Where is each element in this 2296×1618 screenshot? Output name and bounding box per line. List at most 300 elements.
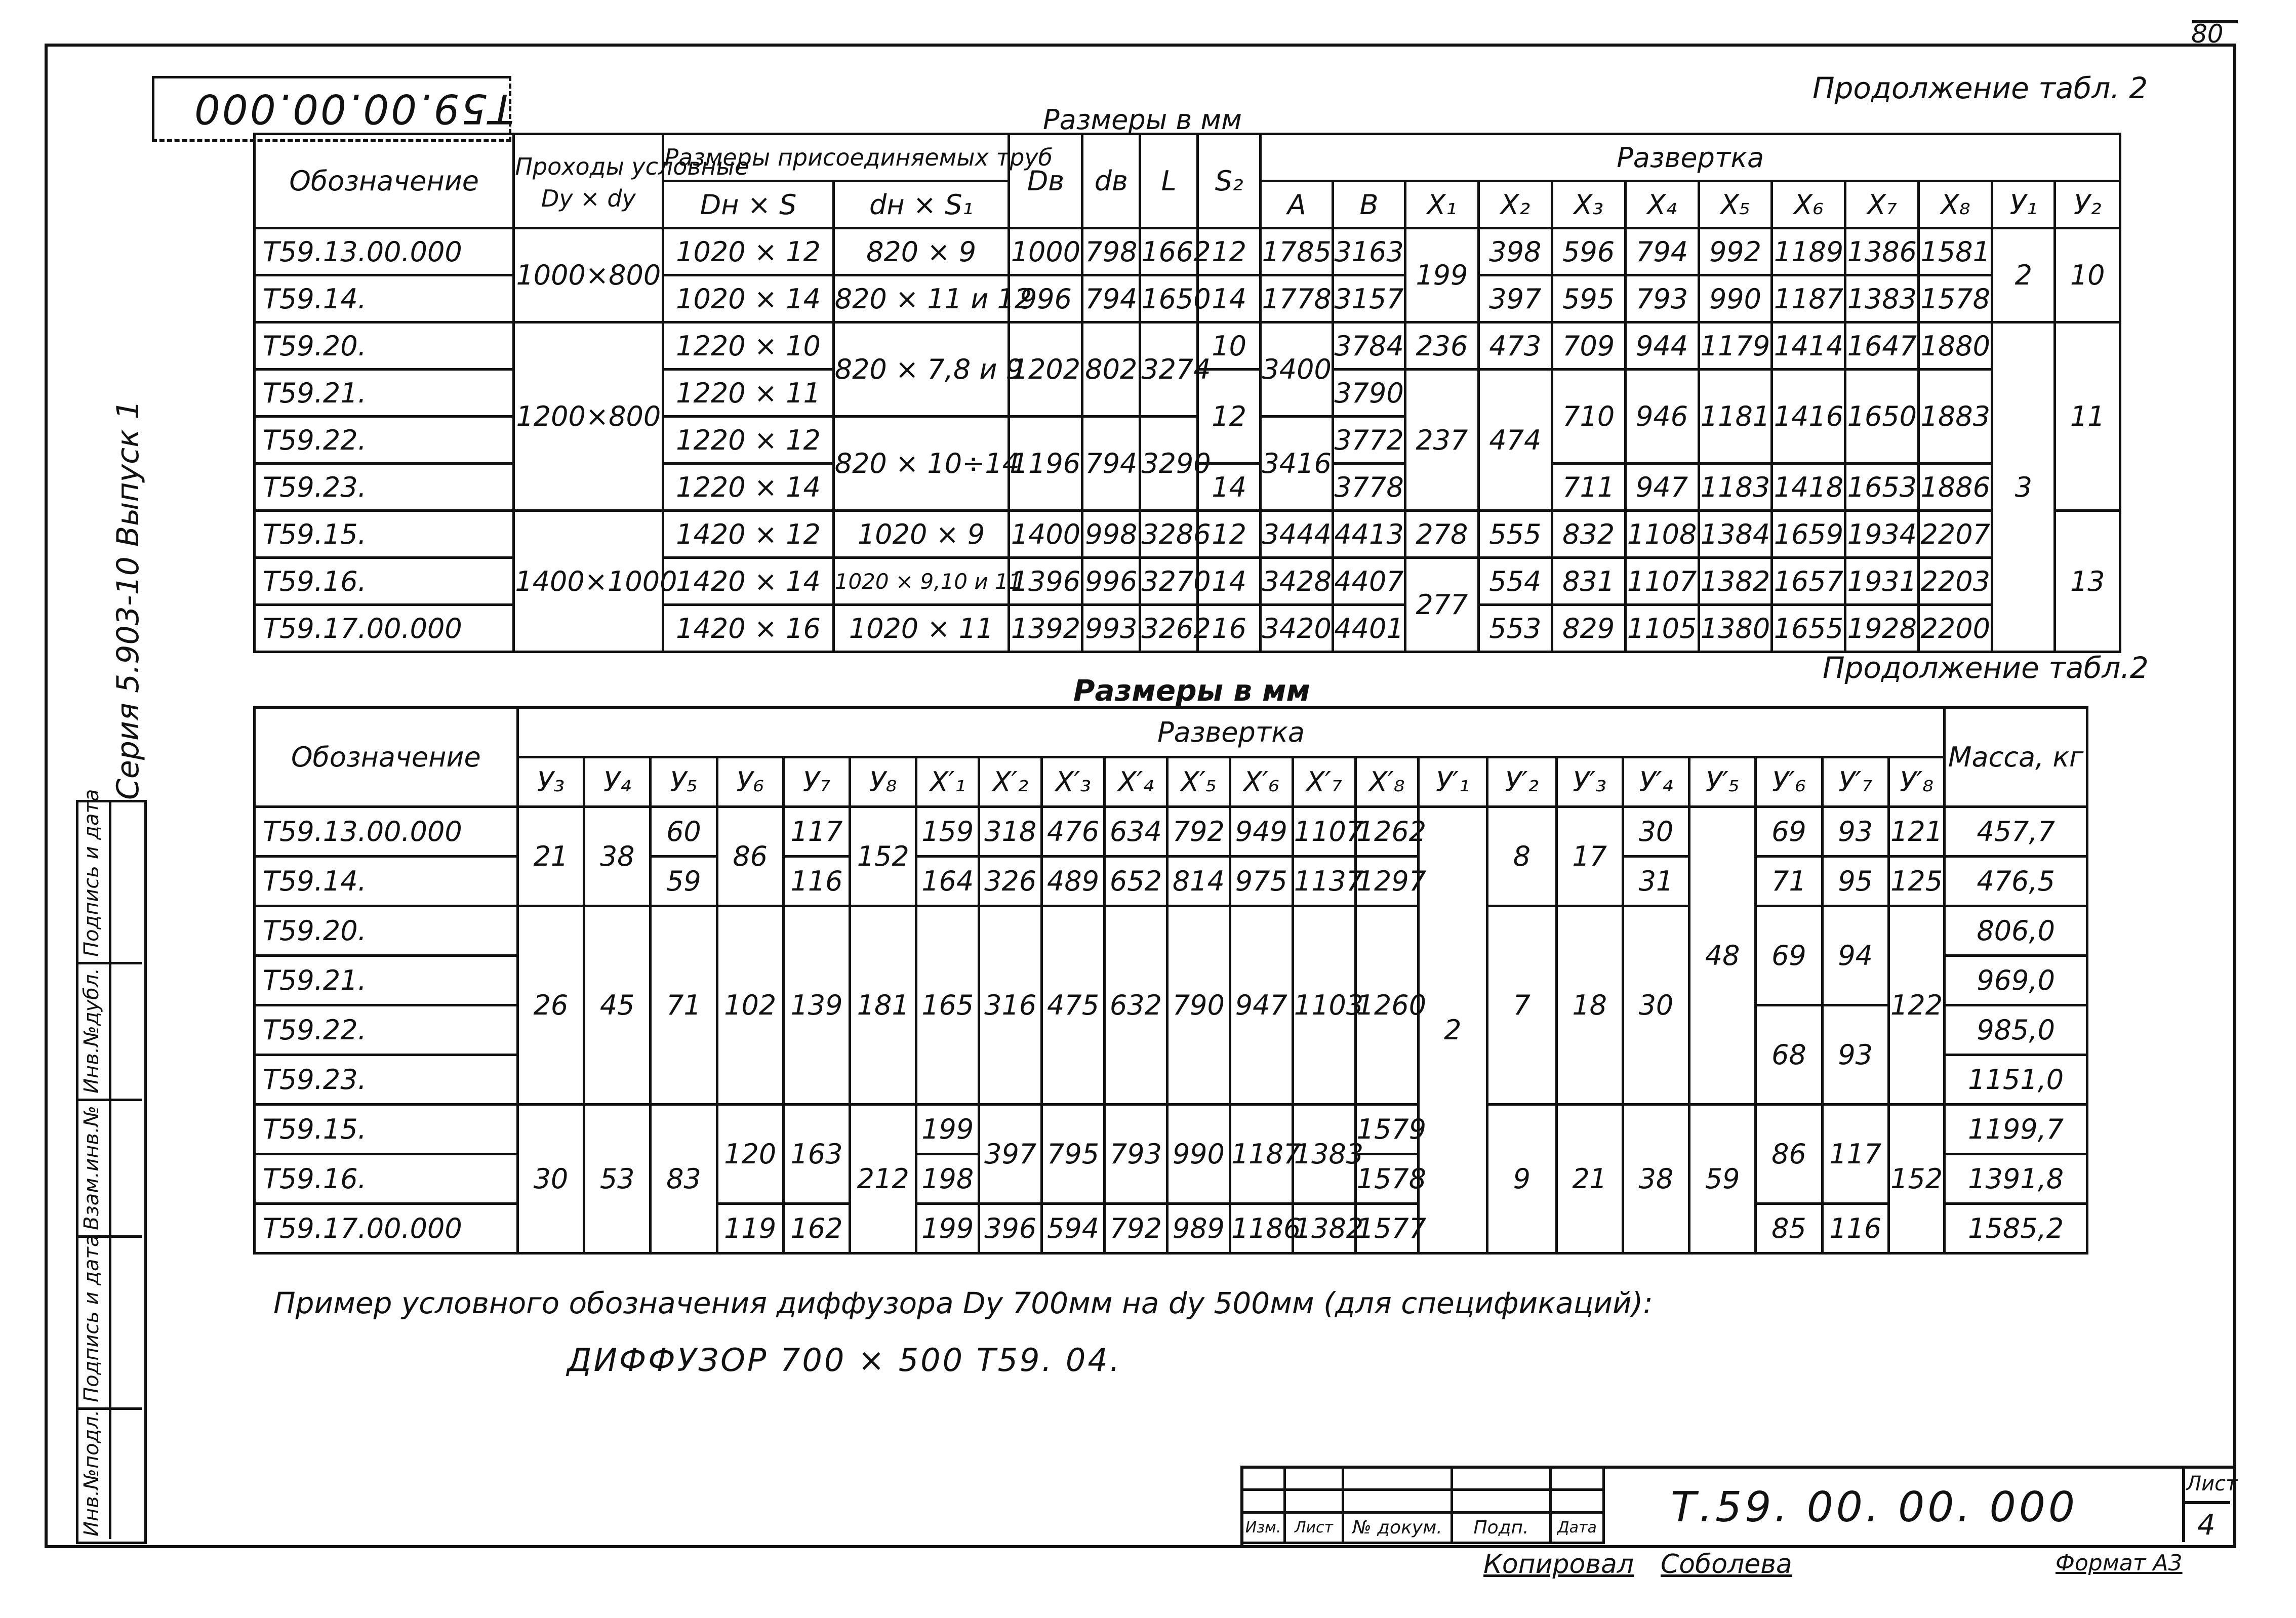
designation-cell: T59.13.00.000 xyxy=(255,807,518,857)
cell: 1416 xyxy=(1772,370,1845,464)
mass-cell: 969,0 xyxy=(1945,956,2087,1005)
binding-line-2 xyxy=(76,1099,142,1101)
cell: 1103 xyxy=(1293,906,1355,1105)
cell: 38 xyxy=(1623,1105,1689,1253)
cell: 13 xyxy=(2055,511,2120,652)
designation-cell: T59.20. xyxy=(255,322,514,370)
col-header-designation: Обозначение xyxy=(255,134,514,228)
copied-label: Копировал xyxy=(1483,1549,1634,1580)
cell: 710 xyxy=(1552,370,1625,464)
table-row xyxy=(255,322,2120,370)
cell: 396 xyxy=(979,1204,1042,1253)
side-label-podp-2: Подпись и дата xyxy=(80,789,103,957)
cell: 10 xyxy=(2055,228,2120,322)
cell: 989 xyxy=(1167,1204,1230,1253)
cell: 949 xyxy=(1230,807,1293,857)
cell: 1020 × 9,10 и 11 xyxy=(833,558,1009,605)
designation-cell: T59.22. xyxy=(255,1005,518,1055)
cell: 16 xyxy=(1198,605,1261,652)
col-header-x2: X₂ xyxy=(1478,181,1552,228)
mass-cell: 1199,7 xyxy=(1945,1105,2087,1154)
cell: 165 xyxy=(916,906,979,1105)
col-header-y2: У₂ xyxy=(2055,181,2120,228)
col-header-B: B xyxy=(1333,181,1405,228)
cell: 3444 xyxy=(1261,511,1333,558)
col-header-x5: X₅ xyxy=(1699,181,1772,228)
cell: 199 xyxy=(916,1105,979,1154)
cell: 26 xyxy=(517,906,584,1105)
cell: 554 xyxy=(1478,558,1552,605)
continuation-label-2: Продолжение табл.2 xyxy=(1823,651,2149,685)
passes-title: Проходы условные xyxy=(515,152,749,180)
mass-cell: 806,0 xyxy=(1945,906,2087,956)
cell: 3420 xyxy=(1261,605,1333,652)
cell: 12 xyxy=(1198,511,1261,558)
cell: 94 xyxy=(1822,906,1888,1005)
cell: 3290 xyxy=(1140,417,1198,511)
side-label-inv-dubl: Инв.№дубл. xyxy=(80,967,103,1094)
table-dimensions xyxy=(253,133,2121,653)
cell: 3262 xyxy=(1140,605,1198,652)
cell: 71 xyxy=(1756,857,1822,906)
cell: 595 xyxy=(1552,275,1625,322)
sheet-label: Лист xyxy=(2186,1472,2238,1495)
cell: 3772 xyxy=(1333,417,1405,464)
cell: 60 xyxy=(651,807,717,857)
cell: 1662 xyxy=(1140,228,1198,275)
cell: 59 xyxy=(1689,1105,1756,1253)
designation-cell: T59.23. xyxy=(255,464,514,511)
cell: 1186 xyxy=(1230,1204,1293,1253)
col-header-yp2: У′₂ xyxy=(1487,757,1557,807)
col-header-x6: X₆ xyxy=(1772,181,1845,228)
cell: 792 xyxy=(1105,1204,1167,1253)
cell: 163 xyxy=(783,1105,850,1204)
cell: 117 xyxy=(1822,1105,1888,1204)
col-header-x8: X₈ xyxy=(1919,181,1992,228)
cell: 990 xyxy=(1699,275,1772,322)
designation-cell: T59.22. xyxy=(255,417,514,464)
cell: 1220 × 10 xyxy=(663,322,833,370)
cell: 316 xyxy=(979,906,1042,1105)
col-header-y3: У₃ xyxy=(517,757,584,807)
cell: 1020 × 11 xyxy=(833,605,1009,652)
cell: 802 xyxy=(1082,322,1140,417)
binding-line-1 xyxy=(76,962,142,964)
cell: 1000 xyxy=(1009,228,1082,275)
table-row xyxy=(255,1105,2087,1154)
cell: 102 xyxy=(717,906,783,1105)
cell: 12 xyxy=(1198,370,1261,464)
title-block-grid xyxy=(1240,1466,1605,1544)
cell: 3 xyxy=(1992,322,2055,652)
cell: 474 xyxy=(1478,370,1552,511)
cell: 7 xyxy=(1487,906,1557,1105)
cell: 1396 xyxy=(1009,558,1082,605)
cell: 996 xyxy=(1082,558,1140,605)
cell: 1880 xyxy=(1919,322,1992,370)
cell: 1579 xyxy=(1355,1105,1418,1154)
cell: 2200 xyxy=(1919,605,1992,652)
col-header-Db: Dв xyxy=(1009,134,1082,228)
cell: 793 xyxy=(1105,1105,1167,1204)
cell: 1785 xyxy=(1261,228,1333,275)
cell: 993 xyxy=(1082,605,1140,652)
cell: 159 xyxy=(916,807,979,857)
cell: 1297 xyxy=(1355,857,1418,906)
copier-name: Соболева xyxy=(1661,1549,1792,1580)
cell: 947 xyxy=(1230,906,1293,1105)
cell: 53 xyxy=(584,1105,651,1253)
cell: 1382 xyxy=(1293,1204,1355,1253)
cell: 831 xyxy=(1552,558,1625,605)
cell: 162 xyxy=(783,1204,850,1253)
cell: 212 xyxy=(850,1105,916,1253)
table-row xyxy=(255,511,2120,558)
cell: 1202 xyxy=(1009,322,1082,417)
cell: 711 xyxy=(1552,464,1625,511)
cell: 11 xyxy=(2055,322,2120,511)
cell: 1414 xyxy=(1772,322,1845,370)
sheet-box-divider xyxy=(2182,1501,2230,1504)
cell: 14 xyxy=(1198,275,1261,322)
cell: 277 xyxy=(1405,558,1478,652)
cell: 475 xyxy=(1042,906,1105,1105)
cell: 489 xyxy=(1042,857,1105,906)
cell: 794 xyxy=(1625,228,1699,275)
col-header-db: dв xyxy=(1082,134,1140,228)
cell: 21 xyxy=(517,807,584,906)
col-header-yp8: У′₈ xyxy=(1888,757,1945,807)
cell: 1655 xyxy=(1772,605,1845,652)
cell: 3274 xyxy=(1140,322,1198,417)
cell: 199 xyxy=(1405,228,1478,322)
cell: 93 xyxy=(1822,1005,1888,1105)
cell: 152 xyxy=(850,807,916,906)
cell: 944 xyxy=(1625,322,1699,370)
col-header-y1: У₁ xyxy=(1992,181,2055,228)
cell: 1220 × 11 xyxy=(663,370,833,417)
cell: 1137 xyxy=(1293,857,1355,906)
title-col-izm: Изм. xyxy=(1242,1513,1285,1543)
col-header-y7: У₇ xyxy=(783,757,850,807)
cell: 709 xyxy=(1552,322,1625,370)
cell: 1196 xyxy=(1009,417,1082,511)
cell: 1105 xyxy=(1625,605,1699,652)
cell: 4401 xyxy=(1333,605,1405,652)
sheet-number: 80 xyxy=(2191,19,2224,49)
cell: 1578 xyxy=(1355,1154,1418,1204)
cell: 30 xyxy=(517,1105,584,1253)
cell: 3784 xyxy=(1333,322,1405,370)
series-label: Серия 5.903-10 Выпуск 1 xyxy=(110,400,146,800)
title-col-date: Дата xyxy=(1551,1513,1604,1543)
cell: 121 xyxy=(1888,807,1945,857)
col-header-xp4: X′₄ xyxy=(1105,757,1167,807)
cell: 3400 xyxy=(1261,322,1333,417)
cell: 1187 xyxy=(1230,1105,1293,1204)
designation-cell: T59.20. xyxy=(255,906,518,956)
side-label-inv-podl: Инв.№подл. xyxy=(80,1409,103,1536)
cell: 326 xyxy=(979,857,1042,906)
cell: 3416 xyxy=(1261,417,1333,511)
col-header-x7: X₇ xyxy=(1845,181,1919,228)
cell: 83 xyxy=(651,1105,717,1253)
cell: 68 xyxy=(1756,1005,1822,1105)
cell: 1883 xyxy=(1919,370,1992,464)
cell: 998 xyxy=(1082,511,1140,558)
cell: 1400 xyxy=(1009,511,1082,558)
col-header-y8: У₈ xyxy=(850,757,916,807)
cell: 1653 xyxy=(1845,464,1919,511)
cell: 992 xyxy=(1699,228,1772,275)
cell: 3270 xyxy=(1140,558,1198,605)
cell: 10 xyxy=(1198,322,1261,370)
col-header-yp4: У′₄ xyxy=(1623,757,1689,807)
cell: 30 xyxy=(1623,807,1689,857)
cell: 278 xyxy=(1405,511,1478,558)
cell: 1020 × 12 xyxy=(663,228,833,275)
cell: 125 xyxy=(1888,857,1945,906)
cell: 1183 xyxy=(1699,464,1772,511)
cell: 793 xyxy=(1625,275,1699,322)
designation-cell: T59.15. xyxy=(255,511,514,558)
col-header-x3: X₃ xyxy=(1552,181,1625,228)
col-header-xp7: X′₇ xyxy=(1293,757,1355,807)
cell: 122 xyxy=(1888,906,1945,1105)
cell: 1179 xyxy=(1699,322,1772,370)
stamp-code: T59.00.00.000 xyxy=(192,85,514,132)
cell: 594 xyxy=(1042,1204,1105,1253)
cell: 198 xyxy=(916,1154,979,1204)
cell: 8 xyxy=(1487,807,1557,906)
table-row xyxy=(255,228,2120,275)
cell: 476 xyxy=(1042,807,1105,857)
cell: 139 xyxy=(783,906,850,1105)
cell: 3286 xyxy=(1140,511,1198,558)
cell: 18 xyxy=(1556,906,1623,1105)
cell: 21 xyxy=(1556,1105,1623,1253)
cell: 1200×800 xyxy=(514,322,663,511)
cell: 38 xyxy=(584,807,651,906)
mass-cell: 1585,2 xyxy=(1945,1204,2087,1253)
col-header-xp2: X′₂ xyxy=(979,757,1042,807)
col-header-x4: X₄ xyxy=(1625,181,1699,228)
cell: 832 xyxy=(1552,511,1625,558)
cell: 71 xyxy=(651,906,717,1105)
table-row xyxy=(255,906,2087,956)
col-header-L: L xyxy=(1140,134,1198,228)
cell: 86 xyxy=(1756,1105,1822,1204)
col-header-mass: Масса, кг xyxy=(1945,708,2087,807)
col-header-A: A xyxy=(1261,181,1333,228)
cell: 1581 xyxy=(1919,228,1992,275)
cell: 473 xyxy=(1478,322,1552,370)
cell: 1187 xyxy=(1772,275,1845,322)
cell: 1420 × 16 xyxy=(663,605,833,652)
col-header-xp3: X′₃ xyxy=(1042,757,1105,807)
cell: 794 xyxy=(1082,275,1140,322)
title-code: Т.59. 00. 00. 000 xyxy=(1671,1483,2078,1531)
cell: 1578 xyxy=(1919,275,1992,322)
cell: 397 xyxy=(1478,275,1552,322)
cell: 86 xyxy=(717,807,783,906)
cell: 237 xyxy=(1405,370,1478,511)
cell: 1400×1000 xyxy=(514,511,663,652)
sizes-caption-2: Размеры в мм xyxy=(1073,673,1310,708)
cell: 1380 xyxy=(1699,605,1772,652)
cell: 1577 xyxy=(1355,1204,1418,1253)
col-header-xp5: X′₅ xyxy=(1167,757,1230,807)
cell: 1778 xyxy=(1261,275,1333,322)
designation-cell: T59.16. xyxy=(255,1154,518,1204)
cell: 1657 xyxy=(1772,558,1845,605)
side-label-podp-1: Подпись и дата xyxy=(80,1234,103,1402)
cell: 1650 xyxy=(1140,275,1198,322)
cell: 632 xyxy=(1105,906,1167,1105)
mass-cell: 1151,0 xyxy=(1945,1055,2087,1105)
cell: 1420 × 14 xyxy=(663,558,833,605)
cell: 48 xyxy=(1689,807,1756,1105)
cell: 59 xyxy=(651,857,717,906)
designation-cell: T59.15. xyxy=(255,1105,518,1154)
example-line: Пример условного обозначения диффузора Dy 700мм на dy 500мм (для спецификаций): xyxy=(273,1286,1653,1320)
cell: 1383 xyxy=(1293,1105,1355,1204)
example-value: ДИФФУЗОР 700 × 500 Т59. 04. xyxy=(567,1342,1122,1379)
col-header-y5: У₅ xyxy=(651,757,717,807)
col-header-y6: У₆ xyxy=(717,757,783,807)
col-header-xp8: X′₈ xyxy=(1355,757,1418,807)
cell: 1000×800 xyxy=(514,228,663,322)
cell: 1386 xyxy=(1845,228,1919,275)
col-header-pipes: Размеры присоединяемых труб xyxy=(663,134,1009,181)
cell: 318 xyxy=(979,807,1042,857)
cell: 119 xyxy=(717,1204,783,1253)
cell: 152 xyxy=(1888,1105,1945,1253)
cell: 17 xyxy=(1556,807,1623,906)
col-header-yp3: У′₃ xyxy=(1556,757,1623,807)
col-header-razv: Развертка xyxy=(517,708,1945,757)
cell: 116 xyxy=(783,857,850,906)
mass-cell: 985,0 xyxy=(1945,1005,2087,1055)
cell: 829 xyxy=(1552,605,1625,652)
cell: 31 xyxy=(1623,857,1689,906)
col-header-x1: X₁ xyxy=(1405,181,1478,228)
table-unfolding xyxy=(253,706,2088,1255)
cell: 164 xyxy=(916,857,979,906)
cell: 1659 xyxy=(1772,511,1845,558)
cell: 794 xyxy=(1082,417,1140,511)
format-label: Формат А3 xyxy=(2056,1550,2183,1576)
cell: 4413 xyxy=(1333,511,1405,558)
cell: 1382 xyxy=(1699,558,1772,605)
cell: 946 xyxy=(1625,370,1699,464)
cell: 14 xyxy=(1198,464,1261,511)
mass-cell: 457,7 xyxy=(1945,807,2087,857)
cell: 634 xyxy=(1105,807,1167,857)
cell: 947 xyxy=(1625,464,1699,511)
cell: 1107 xyxy=(1625,558,1699,605)
cell: 820 × 9 xyxy=(833,228,1009,275)
title-col-podp: Подп. xyxy=(1452,1513,1551,1543)
cell: 69 xyxy=(1756,807,1822,857)
cell: 93 xyxy=(1822,807,1888,857)
cell: 398 xyxy=(1478,228,1552,275)
cell: 795 xyxy=(1042,1105,1105,1204)
cell: 555 xyxy=(1478,511,1552,558)
cell: 1220 × 14 xyxy=(663,464,833,511)
col-header-S2: S₂ xyxy=(1198,134,1261,228)
title-col-list: Лист xyxy=(1285,1513,1343,1543)
cell: 1020 × 9 xyxy=(833,511,1009,558)
cell: 14 xyxy=(1198,558,1261,605)
cell: 996 xyxy=(1009,275,1082,322)
col-header-yp5: У′₅ xyxy=(1689,757,1756,807)
cell: 820 × 7,8 и 9 xyxy=(833,322,1009,417)
cell: 30 xyxy=(1623,906,1689,1105)
cell: 1181 xyxy=(1699,370,1772,464)
cell: 117 xyxy=(783,807,850,857)
cell: 3778 xyxy=(1333,464,1405,511)
cell: 3428 xyxy=(1261,558,1333,605)
cell: 1928 xyxy=(1845,605,1919,652)
cell: 798 xyxy=(1082,228,1140,275)
col-header-razv: Развертка xyxy=(1261,134,2120,181)
cell: 1260 xyxy=(1355,906,1418,1105)
cell: 45 xyxy=(584,906,651,1105)
mass-cell: 1391,8 xyxy=(1945,1154,2087,1204)
cell: 553 xyxy=(1478,605,1552,652)
cell: 199 xyxy=(916,1204,979,1253)
cell: 236 xyxy=(1405,322,1478,370)
col-header-designation: Обозначение xyxy=(255,708,518,807)
cell: 1220 × 12 xyxy=(663,417,833,464)
col-header-pipe-big: Dн × S xyxy=(663,181,833,228)
designation-cell: T59.13.00.000 xyxy=(255,228,514,275)
cell: 69 xyxy=(1756,906,1822,1005)
cell: 596 xyxy=(1552,228,1625,275)
cell: 9 xyxy=(1487,1105,1557,1253)
cell: 1383 xyxy=(1845,275,1919,322)
col-header-y4: У₄ xyxy=(584,757,651,807)
cell: 1931 xyxy=(1845,558,1919,605)
cell: 2207 xyxy=(1919,511,1992,558)
cell: 1420 × 12 xyxy=(663,511,833,558)
cell: 1886 xyxy=(1919,464,1992,511)
cell: 1108 xyxy=(1625,511,1699,558)
cell: 820 × 11 и 12 xyxy=(833,275,1009,322)
cell: 792 xyxy=(1167,807,1230,857)
binding-strip-divider xyxy=(109,800,111,1539)
designation-cell: T59.16. xyxy=(255,558,514,605)
designation-cell: T59.23. xyxy=(255,1055,518,1105)
cell: 1650 xyxy=(1845,370,1919,464)
cell: 116 xyxy=(1822,1204,1888,1253)
col-header-xp1: X′₁ xyxy=(916,757,979,807)
cell: 2203 xyxy=(1919,558,1992,605)
cell: 3157 xyxy=(1333,275,1405,322)
cell: 790 xyxy=(1167,906,1230,1105)
cell: 2 xyxy=(1992,228,2055,322)
title-col-doc: № докум. xyxy=(1343,1513,1452,1543)
table-row xyxy=(255,807,2087,857)
designation-cell: T59.17.00.000 xyxy=(255,605,514,652)
designation-cell: T59.14. xyxy=(255,275,514,322)
cell: 4407 xyxy=(1333,558,1405,605)
col-header-yp6: У′₆ xyxy=(1756,757,1822,807)
mass-cell: 476,5 xyxy=(1945,857,2087,906)
cell: 85 xyxy=(1756,1204,1822,1253)
